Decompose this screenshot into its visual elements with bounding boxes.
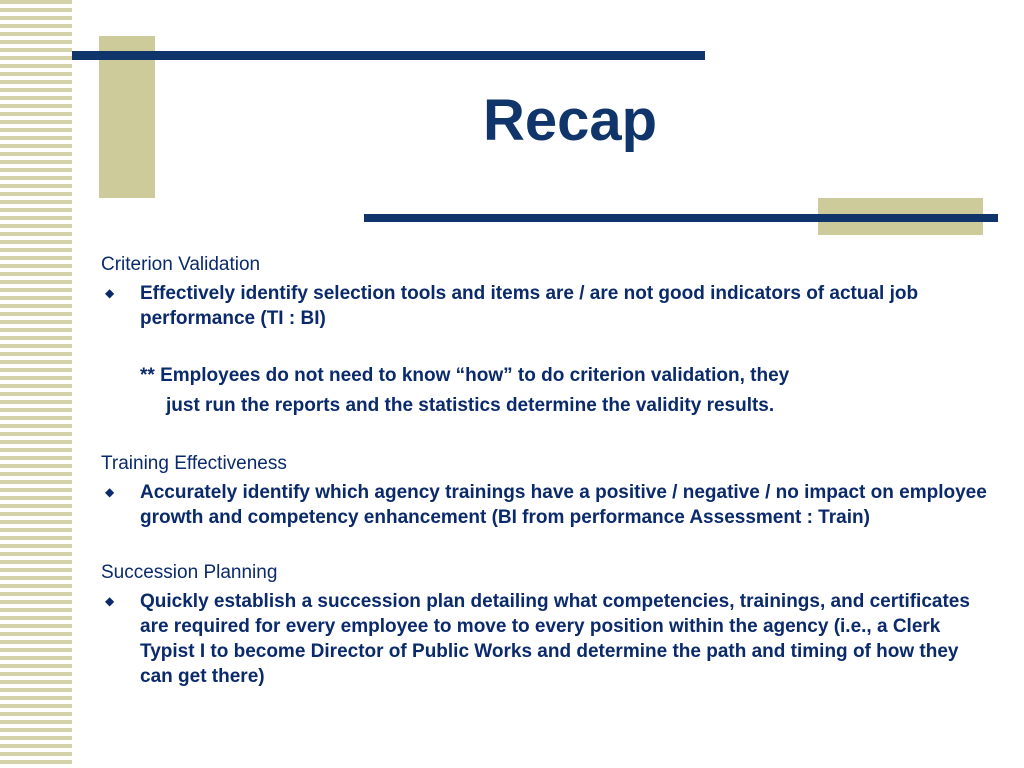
top-rule <box>72 51 705 60</box>
bullet-text: Accurately identify which agency trainings have a positive / negative / no impact on employee growth and competency enhancement (BI from performance Assessment : Train) <box>140 482 987 528</box>
note-line-2: just run the reports and the statistics determine the validity results. <box>166 395 775 416</box>
section-heading-training-effectiveness: Training Effectiveness <box>101 453 287 474</box>
bullet-text: Effectively identify selection tools and items are / are not good indicators of actual job performance (TI : BI) <box>140 283 919 329</box>
left-stripe-decoration <box>0 0 72 768</box>
bullet-text: Quickly establish a succession plan detailing what competencies, trainings, and certificates are required for every employee to move to every position within the agency (i.e., a Clerk Typist I to become Director of Public Works and determine the path and timing of how they can get there) <box>140 591 970 687</box>
top-tan-block <box>99 36 155 198</box>
diamond-bullet-icon: ◆ <box>105 594 115 608</box>
bullet-item <box>101 281 991 331</box>
bullet-item <box>101 589 991 689</box>
bottom-rule <box>364 214 998 222</box>
diamond-bullet-icon: ◆ <box>105 485 115 499</box>
note-line-1: ** Employees do not need to know “how” to do criterion validation, they <box>140 365 790 386</box>
section-heading-criterion-validation: Criterion Validation <box>101 254 261 275</box>
bullet-item <box>101 480 991 530</box>
diamond-bullet-icon: ◆ <box>105 286 115 300</box>
slide-body <box>101 252 991 689</box>
slide-title: Recap <box>482 88 658 153</box>
note <box>140 361 991 421</box>
section-heading-succession-planning: Succession Planning <box>101 562 278 583</box>
